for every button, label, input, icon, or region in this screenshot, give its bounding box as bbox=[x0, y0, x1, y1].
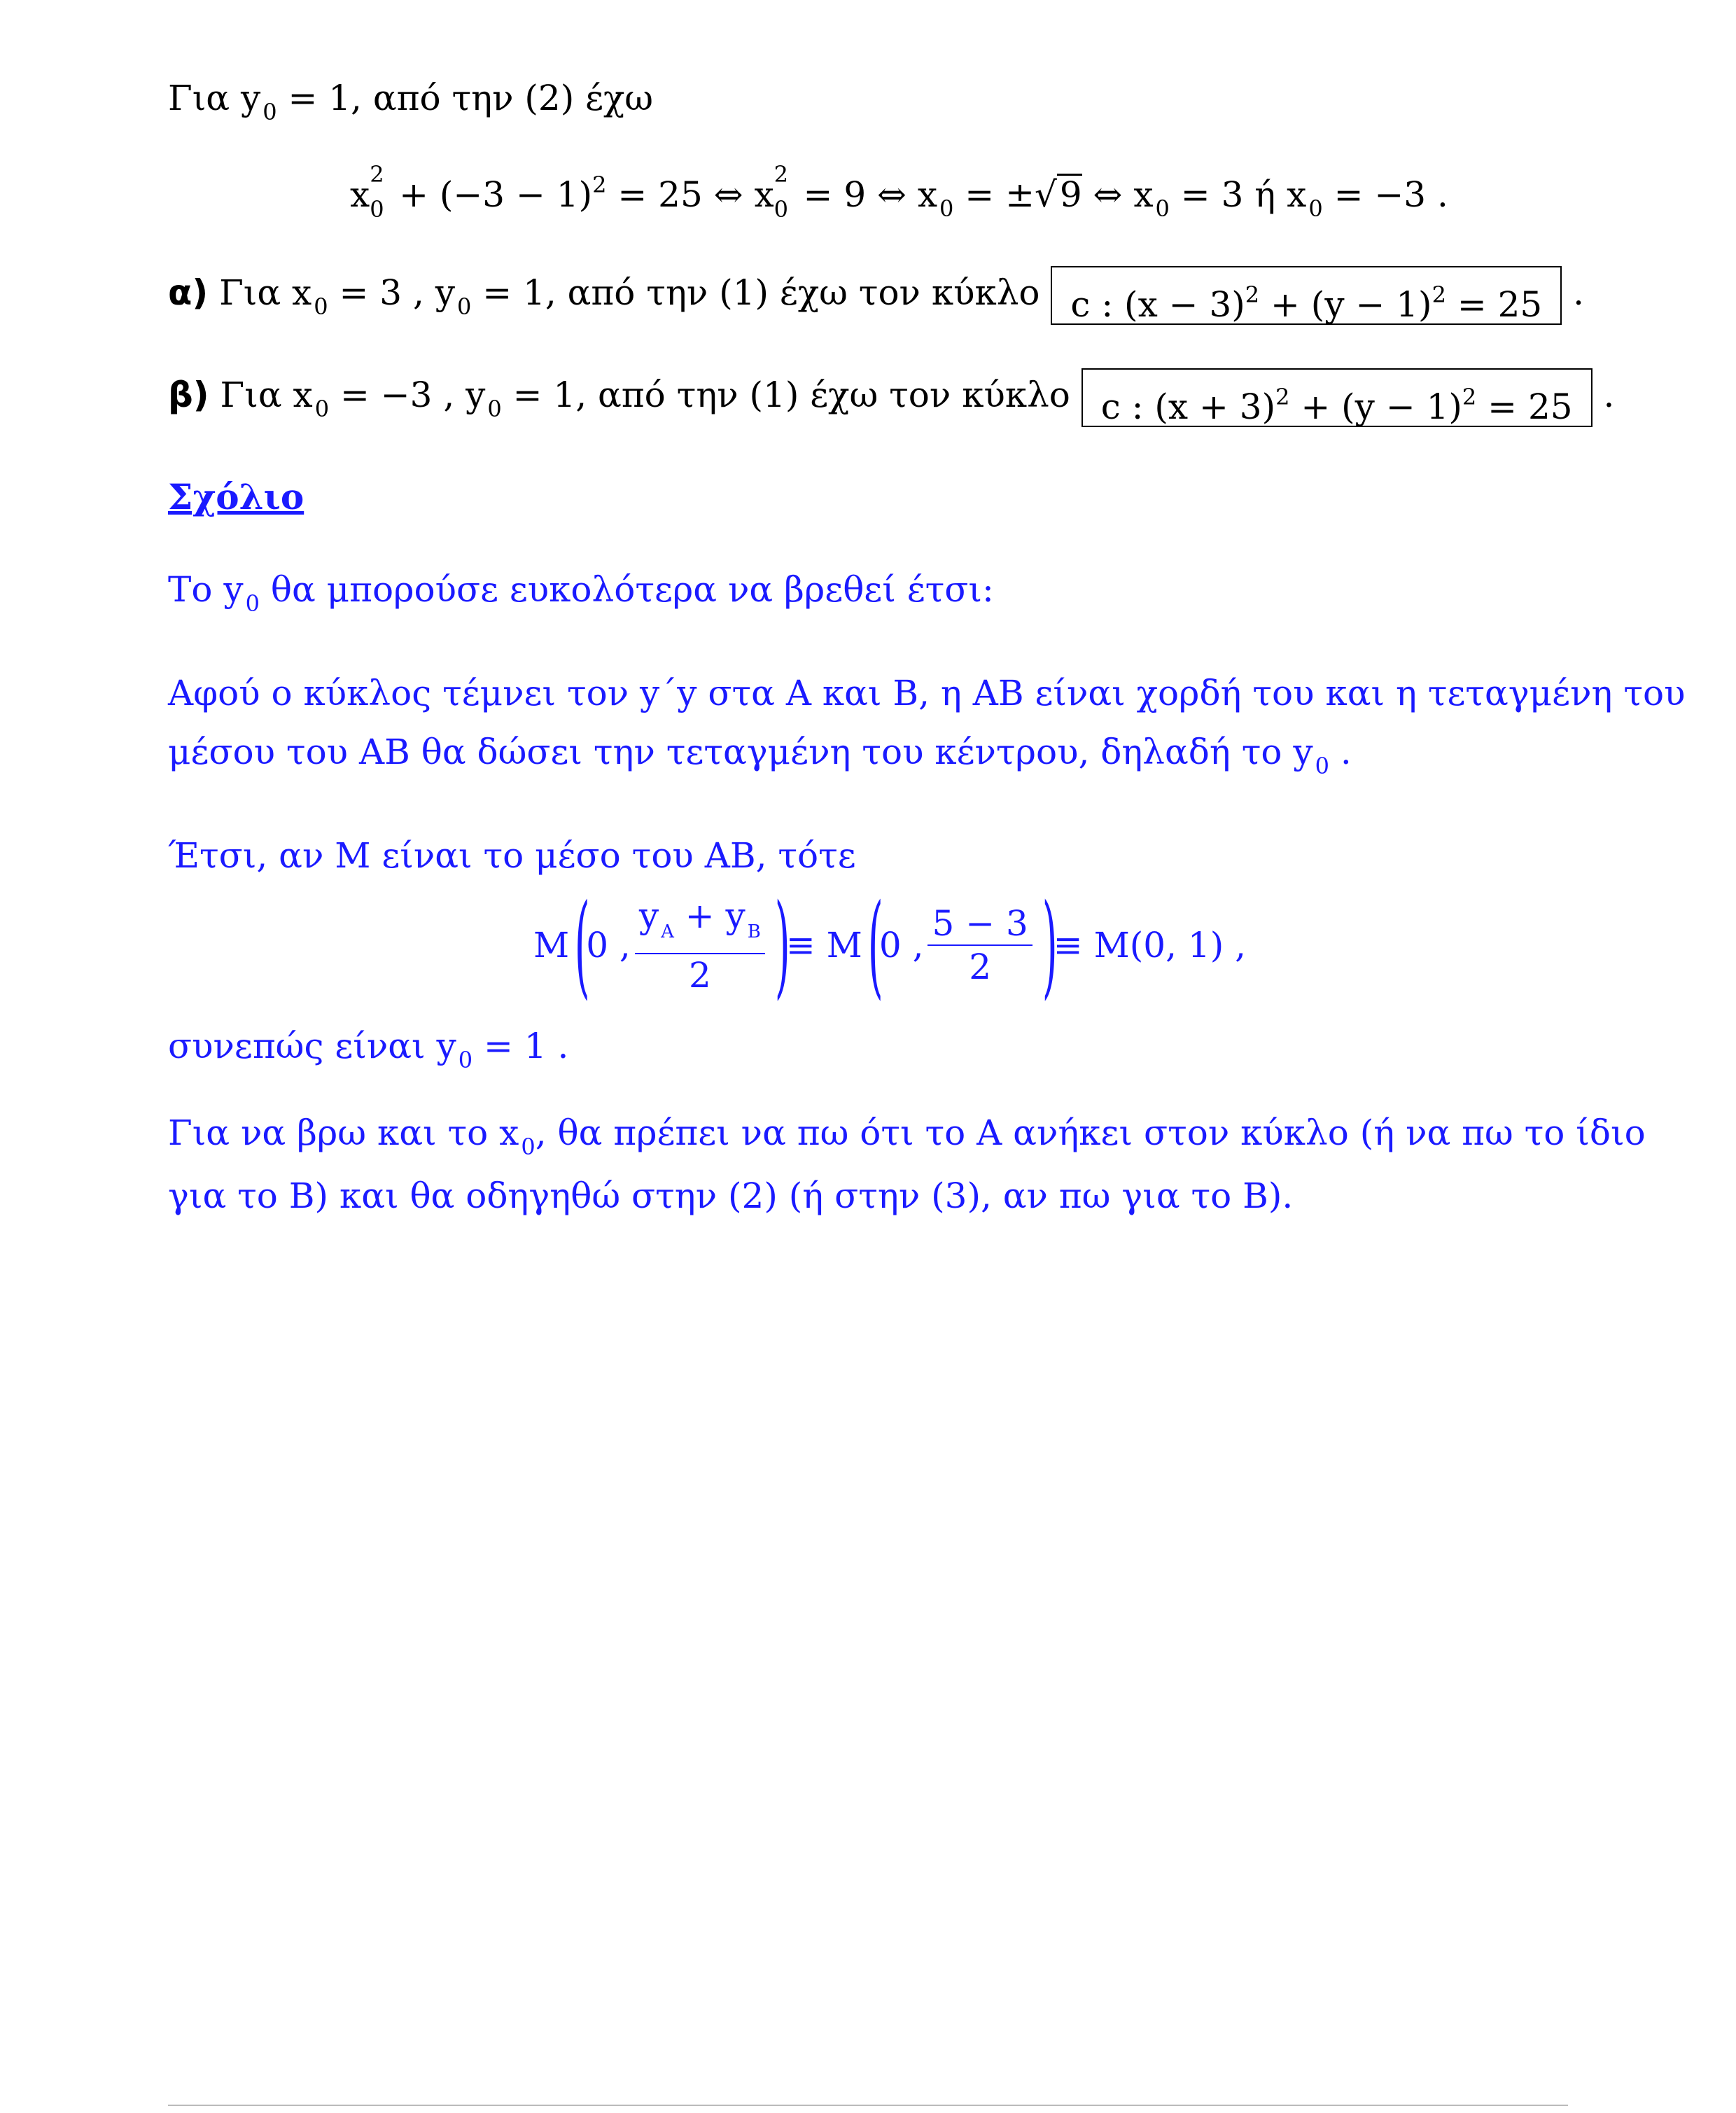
comment-line-1: Το $y_0$ θα μπορούσε ευκολότερα να βρεθεί έτσι: bbox=[168, 569, 994, 617]
text: Για y bbox=[168, 78, 261, 118]
comment-line-2: Αφού ο κύκλος τέμνει τον y΄y στα A και B, η AB είναι χορδή του και η τεταγμένη του bbox=[168, 673, 1686, 713]
sqrt-sign: √ bbox=[1034, 174, 1057, 215]
case-a: α) Για $x_0 = 3$ , $y_0 = 1$, από την (1) έχω τον κύκλο c : $(x - 3)^2 + (y - 1)^2 = 25$ . bbox=[168, 263, 1584, 336]
case-b: β) Για $x_0 = -3$ , $y_0 = 1$, από την (1) έχω τον κύκλο c : $(x + 3)^2 + (y - 1)^2 = 25$ . bbox=[168, 365, 1614, 438]
comment-line-5: συνεπώς είναι $y_0 = 1$ . bbox=[168, 1026, 569, 1073]
label-b: β) bbox=[168, 375, 209, 415]
text: = 1, από την (2) έχω bbox=[276, 78, 654, 118]
equation-x0: x 2 0 + $(-3 - 1)^2 = 25$ ⇔ x 2 0 = 9 ⇔ $x_0 = \pm√9$ ⇔ $x_0 = 3$ ή $x_0 = -3$ . bbox=[350, 161, 1448, 223]
left-paren: ( bbox=[575, 879, 590, 1010]
comment-heading: Σχόλιο bbox=[168, 476, 304, 517]
comment-line-4: Έτσι, αν M είναι το μέσο του AB, τότε bbox=[168, 835, 856, 876]
midpoint-equation: M ( 0 , $\frac{y _A + y _B}{2}$ ) ≡ M ( 0 , $\frac{5 - 3}{2}$ ) ≡ M(0, 1) , bbox=[533, 879, 1246, 1010]
subscript: 0 bbox=[262, 99, 277, 125]
right-paren: ) bbox=[1042, 879, 1058, 1010]
footer-divider bbox=[168, 2105, 1568, 2106]
left-paren: ( bbox=[867, 879, 883, 1010]
comment-line-6: Για να βρω και το $x_0$, θα πρέπει να πω ότι το A ανήκει στον κύκλο (ή να πω το ίδιο bbox=[168, 1113, 1646, 1160]
boxed-circle-b: c : $(x + 3)^2 + (y - 1)^2 = 25$ bbox=[1082, 368, 1592, 427]
right-paren: ) bbox=[774, 879, 790, 1010]
comment-line-7: για το B) και θα οδηγηθώ στην (2) (ή στην (3), αν πω για το B). bbox=[168, 1176, 1294, 1216]
sqrt-radicand: 9 bbox=[1057, 174, 1082, 214]
intro-line bbox=[168, 76, 653, 134]
label-a: α) bbox=[168, 272, 209, 313]
boxed-circle-a: c : $(x - 3)^2 + (y - 1)^2 = 25$ bbox=[1051, 266, 1562, 325]
fraction-5-3: $\frac{5 - 3}{2}$ bbox=[927, 902, 1032, 988]
comment-line-3: μέσου του AB θα δώσει την τεταγμένη του κέντρου, δηλαδή το $y_0$ . bbox=[168, 732, 1352, 779]
supsub: 2 0 bbox=[370, 161, 384, 223]
fraction-ya-yb: $\frac{y _A + y _B}{2}$ bbox=[635, 895, 765, 996]
